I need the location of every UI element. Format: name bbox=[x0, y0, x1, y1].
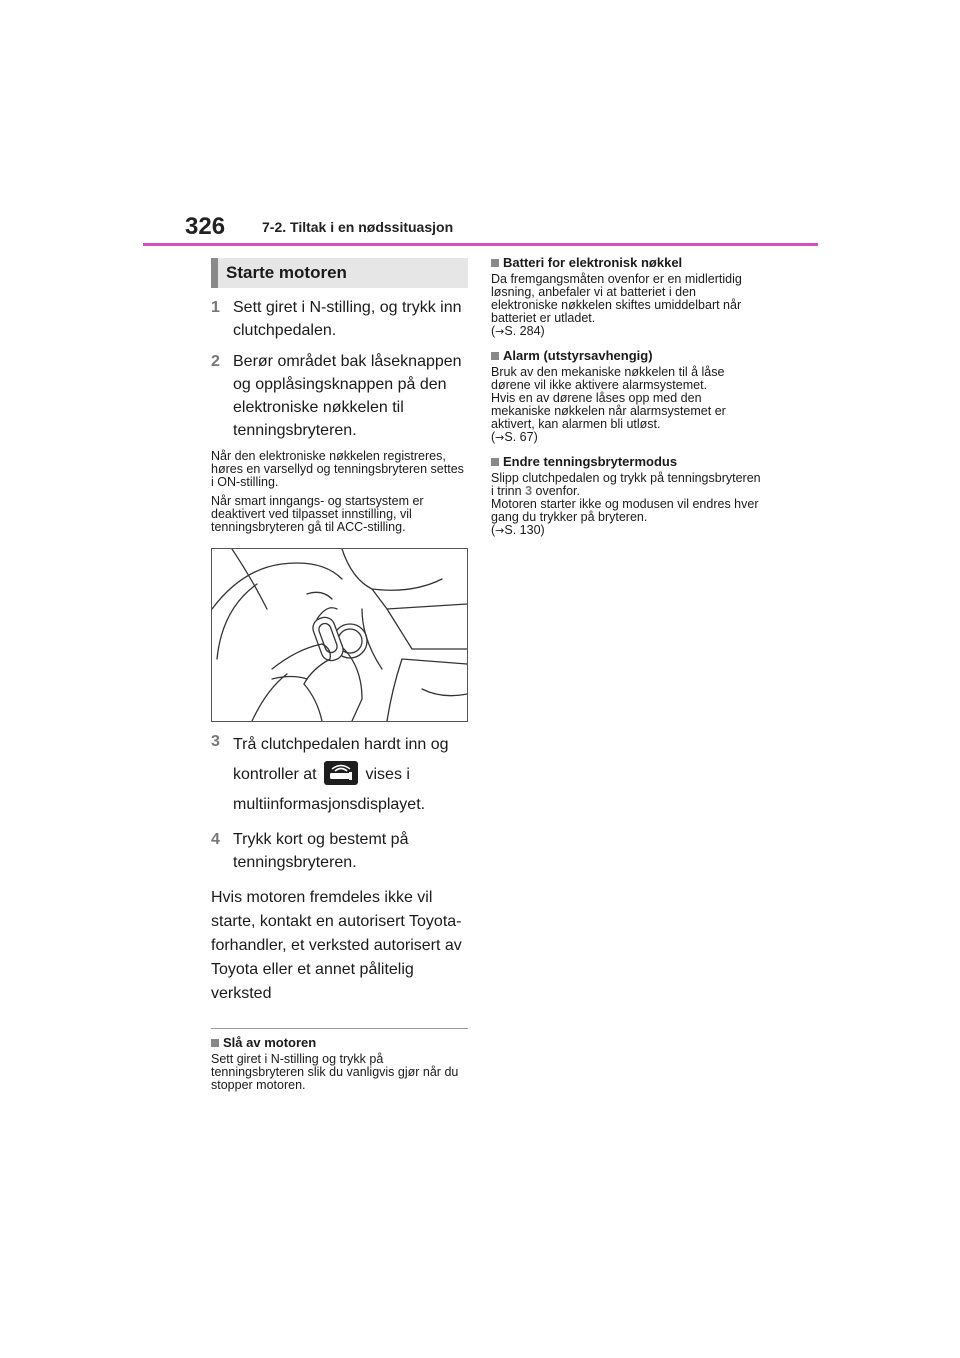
step-reference: 3 bbox=[525, 484, 533, 498]
note-registered: Når den elektroniske nøkkelen registreres, høres en varsellyd og tenningsbryteren settes i ON-stilling. bbox=[211, 449, 464, 489]
step-text-after: vises i multiinformasjonsdisplayet. bbox=[233, 766, 426, 813]
bullet-square-icon bbox=[211, 1039, 219, 1047]
divider bbox=[211, 1028, 468, 1029]
sub-body-ignition-mode bbox=[491, 472, 761, 537]
bullet-square-icon bbox=[491, 352, 499, 360]
arrow-right-icon: → bbox=[495, 431, 505, 444]
page-number: 326 bbox=[185, 213, 226, 240]
sub-body-alarm bbox=[491, 366, 761, 444]
mode-text-2: Motoren starter ikke og modusen vil endres hver gang du trykker på bryteren. bbox=[491, 497, 759, 524]
left-column bbox=[211, 258, 468, 1092]
arrow-right-icon: → bbox=[495, 325, 505, 338]
step-1 bbox=[211, 296, 468, 342]
arrow-right-icon: → bbox=[495, 524, 505, 537]
sub-heading-text: Alarm (utstyrsavhengig) bbox=[503, 348, 653, 363]
step-3 bbox=[211, 730, 468, 820]
step-text-before: Trå clutchpedalen hardt inn og kontroller at bbox=[233, 736, 449, 783]
step-number: 4 bbox=[211, 831, 220, 848]
bullet-square-icon bbox=[491, 259, 499, 267]
bullet-square-icon bbox=[491, 458, 499, 466]
header-rule bbox=[143, 243, 818, 246]
section-heading: Starte motoren bbox=[211, 258, 468, 288]
page-reference[interactable]: (→S. 284) bbox=[491, 324, 545, 338]
alarm-text-2: Hvis en av dørene låses opp med den mekaniske nøkkelen når alarmsystemet er aktivert, kan alarmen bli utløst. bbox=[491, 391, 726, 431]
alarm-text-1: Bruk av den mekaniske nøkkelen til å låse dørene vil ikke aktivere alarmsystemet. bbox=[491, 365, 725, 392]
step-text: Sett giret i N-stilling, og trykk inn clutchpedalen. bbox=[233, 299, 462, 339]
step-4 bbox=[211, 828, 468, 874]
illustration-drawing bbox=[212, 549, 467, 721]
sub-heading-text: Batteri for elektronisk nøkkel bbox=[503, 255, 683, 270]
sub-heading-alarm bbox=[491, 348, 761, 363]
page-reference-text: S. 284 bbox=[504, 324, 541, 338]
step-text: Berør området bak låseknappen og opplåsingsknappen på den elektroniske nøkkelen til tenningsbryteren. bbox=[233, 353, 462, 439]
step-2 bbox=[211, 350, 468, 442]
section-title: 7-2. Tiltak i en nødssituasjon bbox=[262, 219, 454, 235]
step-text: Trykk kort og bestemt på tenningsbryteren. bbox=[233, 831, 409, 871]
mode-text-before: Slipp clutchpedalen og trykk på tenningsbryteren i trinn bbox=[491, 471, 761, 498]
sub-heading-battery bbox=[491, 255, 761, 270]
note-acc: Når smart inngangs- og startsystem er deaktivert ved tilpasset innstilling, vil tenningsbryteren gå til ACC-stilling. bbox=[211, 494, 424, 534]
page-reference-text: S. 130 bbox=[504, 523, 541, 537]
page-reference[interactable]: (→S. 130) bbox=[491, 523, 545, 537]
key-to-switch-illustration bbox=[211, 548, 468, 722]
mode-text-after: ovenfor. bbox=[535, 484, 580, 498]
dealer-paragraph: Hvis motoren fremdeles ikke vil starte, kontakt en autorisert Toyota-forhandler, et verksted autorisert av Toyota eller et annet pålitelig verksted bbox=[211, 889, 462, 1002]
right-column bbox=[491, 255, 761, 537]
step-number: 3 bbox=[211, 733, 220, 750]
page-reference-text: S. 67 bbox=[504, 430, 534, 444]
step-number: 2 bbox=[211, 353, 220, 370]
page-reference[interactable]: (→S. 67) bbox=[491, 430, 538, 444]
step-number: 1 bbox=[211, 299, 220, 316]
sub-heading-text: Slå av motoren bbox=[223, 1035, 317, 1050]
sub-heading-ignition-mode bbox=[491, 454, 761, 469]
sub-body-battery bbox=[491, 273, 761, 338]
step-text bbox=[233, 730, 468, 820]
key-indicator-icon bbox=[324, 761, 358, 785]
sub-heading-stop-engine bbox=[211, 1035, 468, 1050]
battery-text: Da fremgangsmåten ovenfor er en midlertidig løsning, anbefaler vi at batteriet i den elektroniske nøkkelen skiftes umiddelbart når batteriet er utladet. bbox=[491, 272, 742, 325]
sub-body-stop-engine: Sett giret i N-stilling og trykk på tenningsbryteren slik du vanligvis gjør når du stopper motoren. bbox=[211, 1052, 459, 1092]
sub-heading-text: Endre tenningsbrytermodus bbox=[503, 454, 678, 469]
